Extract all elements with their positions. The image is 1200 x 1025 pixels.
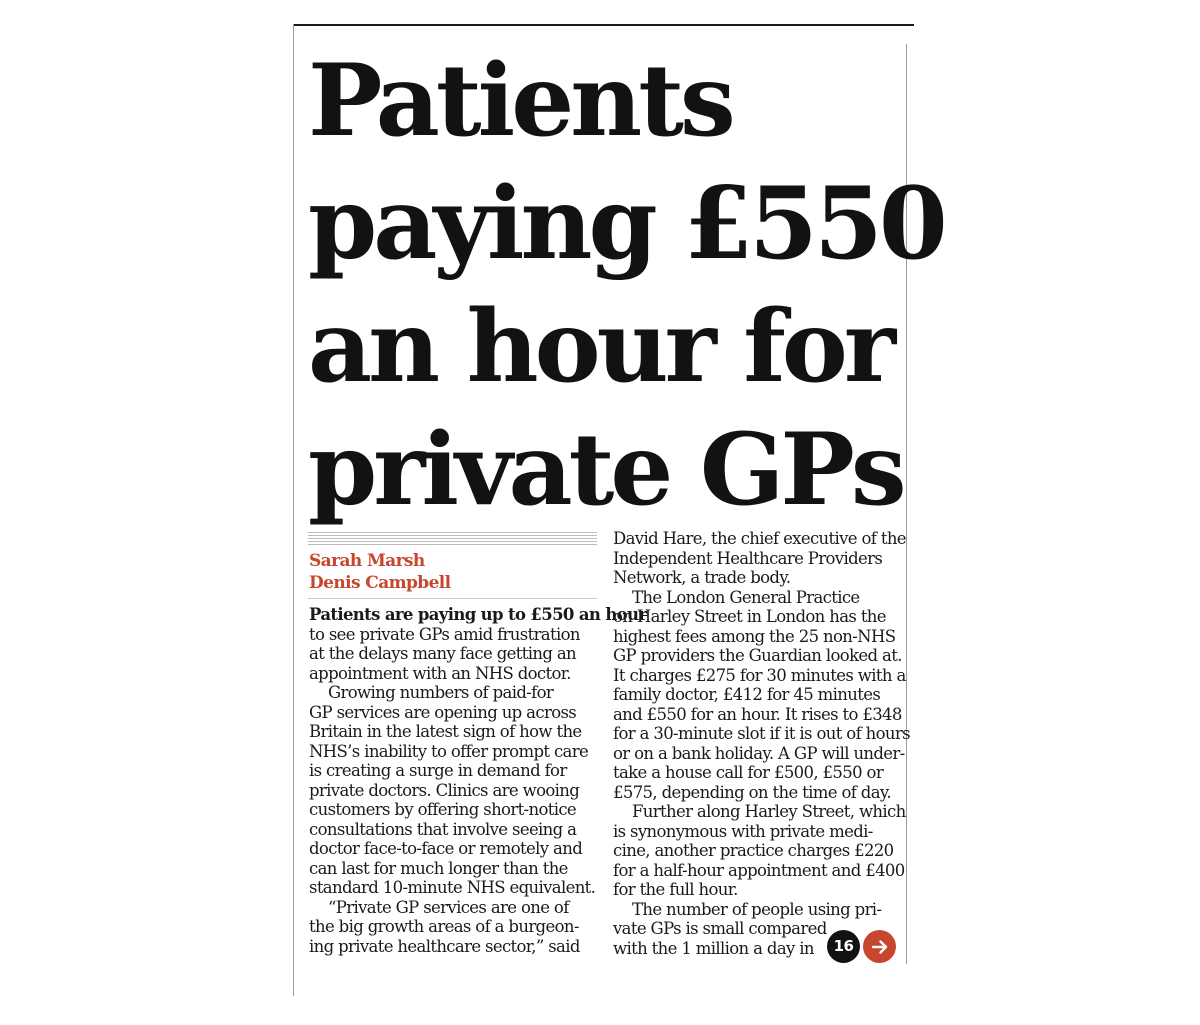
body-line: appointment with an NHS doctor. xyxy=(309,663,571,683)
headline-line: private GPs xyxy=(308,412,903,528)
body-line: is synonymous with private medi- xyxy=(613,821,873,841)
left-rule xyxy=(293,24,294,996)
body-line: ing private healthcare sector,” said xyxy=(309,936,580,956)
body-line: doctor face-to-face or remotely and xyxy=(309,839,583,858)
body-line: for a half-hour appointment and £400 xyxy=(613,860,905,880)
body-line: the big growth areas of a burgeon- xyxy=(309,917,579,936)
byline-divider xyxy=(308,598,597,599)
body-line: is creating a surge in demand for xyxy=(309,761,567,780)
body-line: at the delays many face getting an xyxy=(309,644,576,663)
headline xyxy=(308,40,944,532)
body-line: £575, depending on the time of day. xyxy=(613,782,891,802)
body-line: Network, a trade body. xyxy=(613,568,791,587)
body-line: with the 1 million a day in xyxy=(613,938,814,958)
body-line: Patients are paying up to £550 an hour xyxy=(309,605,647,624)
byline-rules xyxy=(308,532,597,546)
body-line: on Harley Street in London has the xyxy=(613,607,886,626)
continue-button[interactable] xyxy=(863,930,896,963)
body-line: for a 30-minute slot if it is out of hours xyxy=(613,724,910,743)
body-line: and £550 for an hour. It rises to £348 xyxy=(613,704,902,724)
body-line: The number of people using pri- xyxy=(632,899,882,919)
body-line: “Private GP services are one of xyxy=(328,897,569,917)
body-line: The London General Practice xyxy=(632,587,860,607)
body-line: Growing numbers of paid-for xyxy=(328,683,554,702)
body-line: or on a bank holiday. A GP will under- xyxy=(613,743,905,763)
body-line: to see private GPs amid frustration xyxy=(309,624,580,644)
body-line: vate GPs is small compared xyxy=(613,919,827,938)
body-line: Independent Healthcare Providers xyxy=(613,548,883,568)
headline-line: Patients xyxy=(308,43,732,159)
body-line: consultations that involve seeing a xyxy=(309,819,577,839)
body-line: Further along Harley Street, which xyxy=(632,802,906,821)
byline xyxy=(309,550,599,594)
author-name: Denis Campbell xyxy=(309,573,451,593)
body-line: private doctors. Clinics are wooing xyxy=(309,780,580,800)
body-line: highest fees among the 25 non-NHS xyxy=(613,626,896,646)
arrow-right-icon xyxy=(870,937,890,957)
body-line: take a house call for £500, £550 or xyxy=(613,763,884,782)
body-line: Britain in the latest sign of how the xyxy=(309,722,582,741)
body-line: NHS’s inability to offer prompt care xyxy=(309,741,589,761)
body-line: David Hare, the chief executive of the xyxy=(613,529,906,548)
author-name: Sarah Marsh xyxy=(309,551,425,571)
headline-line: paying £550 xyxy=(308,166,944,282)
body-line: standard 10-minute NHS equivalent. xyxy=(309,878,596,897)
headline-line: an hour for xyxy=(308,289,892,405)
body-line: cine, another practice charges £220 xyxy=(613,841,894,860)
body-line: customers by offering short-notice xyxy=(309,800,577,819)
top-rule xyxy=(293,24,914,26)
body-line: GP services are opening up across xyxy=(309,702,577,722)
article-column-2 xyxy=(613,529,910,958)
body-line: family doctor, £412 for 45 minutes xyxy=(613,685,881,704)
body-line: GP providers the Guardian looked at. xyxy=(613,646,902,665)
body-line: for the full hour. xyxy=(613,880,738,899)
body-line: can last for much longer than the xyxy=(309,858,568,878)
article-column-1 xyxy=(309,605,647,956)
page-number-badge: 16 xyxy=(827,930,860,963)
body-line: It charges £275 for 30 minutes with a xyxy=(613,665,906,685)
